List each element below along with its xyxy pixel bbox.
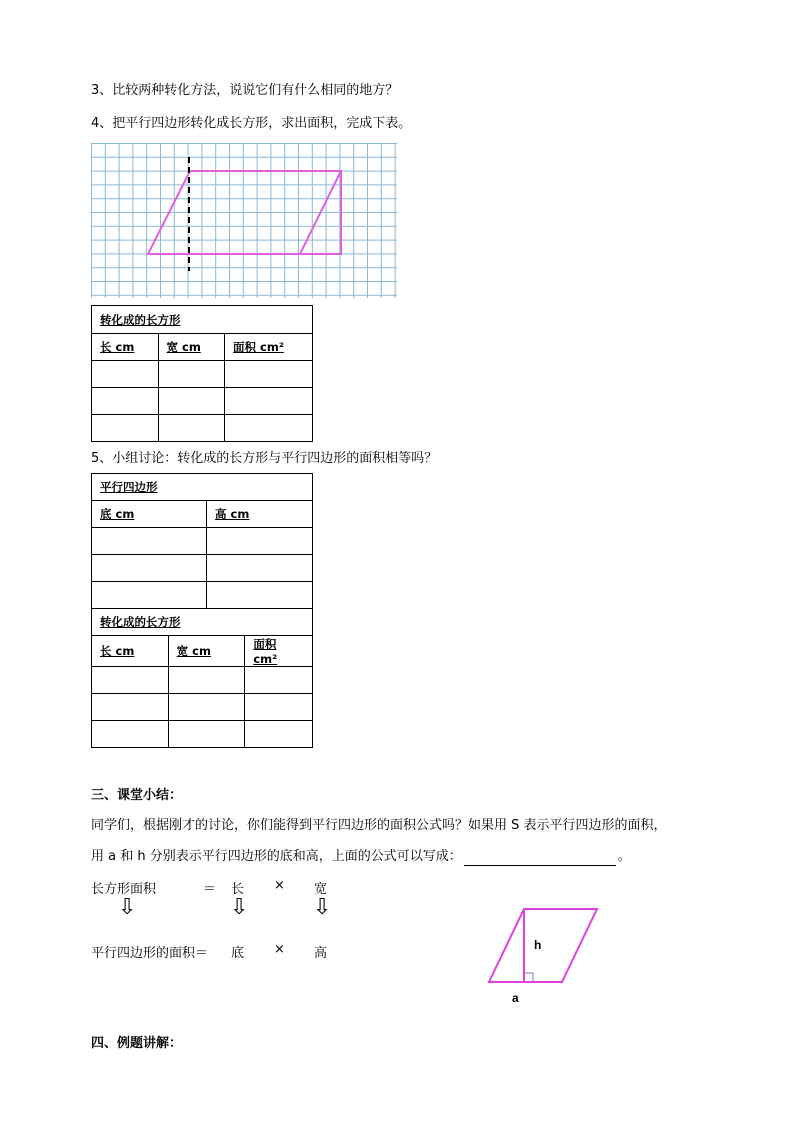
down-arrow-icon: ⇩ (230, 895, 249, 920)
header-base: 底 cm (92, 501, 207, 528)
times-sign: × (274, 942, 285, 957)
h-label: h (534, 938, 542, 952)
cell[interactable] (207, 528, 313, 555)
cell[interactable] (245, 694, 313, 721)
para-2-text: 用 a 和 h 分别表示平行四边形的底和高，上面的公式可以写成： (91, 849, 462, 864)
width-word: 宽 (314, 882, 328, 897)
cell[interactable] (245, 721, 313, 748)
formula-blank[interactable] (464, 851, 616, 866)
section-3-heading: 三、课堂小结： (91, 788, 183, 803)
cell[interactable] (92, 667, 169, 694)
table-title: 转化成的长方形 (92, 306, 313, 334)
down-arrow-icon: ⇩ (118, 895, 137, 920)
cell[interactable] (207, 555, 313, 582)
section-3-para-1: 同学们，根据刚才的讨论，你们能得到平行四边形的面积公式吗？如果用 S 表示平行四边形的面积， (91, 818, 667, 833)
parallelogram-outline (489, 909, 597, 982)
cell[interactable] (225, 415, 313, 442)
header-length: 长 cm (92, 636, 169, 667)
times-sign: × (274, 878, 285, 893)
cell[interactable] (92, 582, 207, 609)
question-3: 3、比较两种转化方法，说说它们有什么相同的地方？ (91, 83, 399, 98)
right-angle-mark (524, 973, 533, 982)
equals-sign: ＝ (203, 882, 217, 897)
cell[interactable] (92, 415, 159, 442)
header-area: 面积 cm² (245, 636, 313, 667)
cell[interactable] (92, 388, 159, 415)
cell[interactable] (168, 694, 245, 721)
rectangle-area-label: 长方形面积 (91, 882, 157, 897)
section-4-heading: 四、例题讲解： (91, 1036, 183, 1051)
cell[interactable] (245, 667, 313, 694)
cell[interactable] (207, 582, 313, 609)
parallelogram-table (91, 473, 313, 748)
cell[interactable] (92, 361, 159, 388)
cell[interactable] (225, 388, 313, 415)
header-height: 高 cm (207, 501, 313, 528)
parallelogram-area-label: 平行四边形的面积＝ (91, 946, 209, 961)
cell[interactable] (168, 721, 245, 748)
header-length: 长 cm (92, 334, 159, 361)
question-5: 5、小组讨论：转化成的长方形与平行四边形的面积相等吗？ (91, 451, 438, 466)
para-2-end: 。 (617, 849, 631, 864)
cell[interactable] (92, 721, 169, 748)
grid-parallelogram-diagram (91, 143, 397, 298)
question-4: 4、把平行四边形转化成长方形，求出面积，完成下表。 (91, 116, 412, 131)
cell[interactable] (168, 667, 245, 694)
base-word: 底 (231, 946, 245, 961)
header-width: 宽 cm (158, 334, 225, 361)
length-word: 长 (231, 882, 245, 897)
cell[interactable] (92, 528, 207, 555)
down-arrow-icon: ⇩ (313, 895, 332, 920)
cell[interactable] (92, 555, 207, 582)
cell[interactable] (225, 361, 313, 388)
cell[interactable] (92, 694, 169, 721)
table-title: 平行四边形 (92, 474, 313, 501)
height-word: 高 (314, 946, 328, 961)
cell[interactable] (158, 361, 225, 388)
section-3-para-2 (91, 848, 631, 866)
header-width: 宽 cm (168, 636, 245, 667)
grid-lines (91, 143, 397, 298)
cell[interactable] (158, 415, 225, 442)
header-area: 面积 cm² (225, 334, 313, 361)
table-title-2: 转化成的长方形 (92, 609, 313, 636)
cell[interactable] (158, 388, 225, 415)
rectangle-table (91, 305, 313, 442)
a-label: a (512, 991, 519, 1005)
parallelogram-height-diagram (482, 903, 607, 1013)
